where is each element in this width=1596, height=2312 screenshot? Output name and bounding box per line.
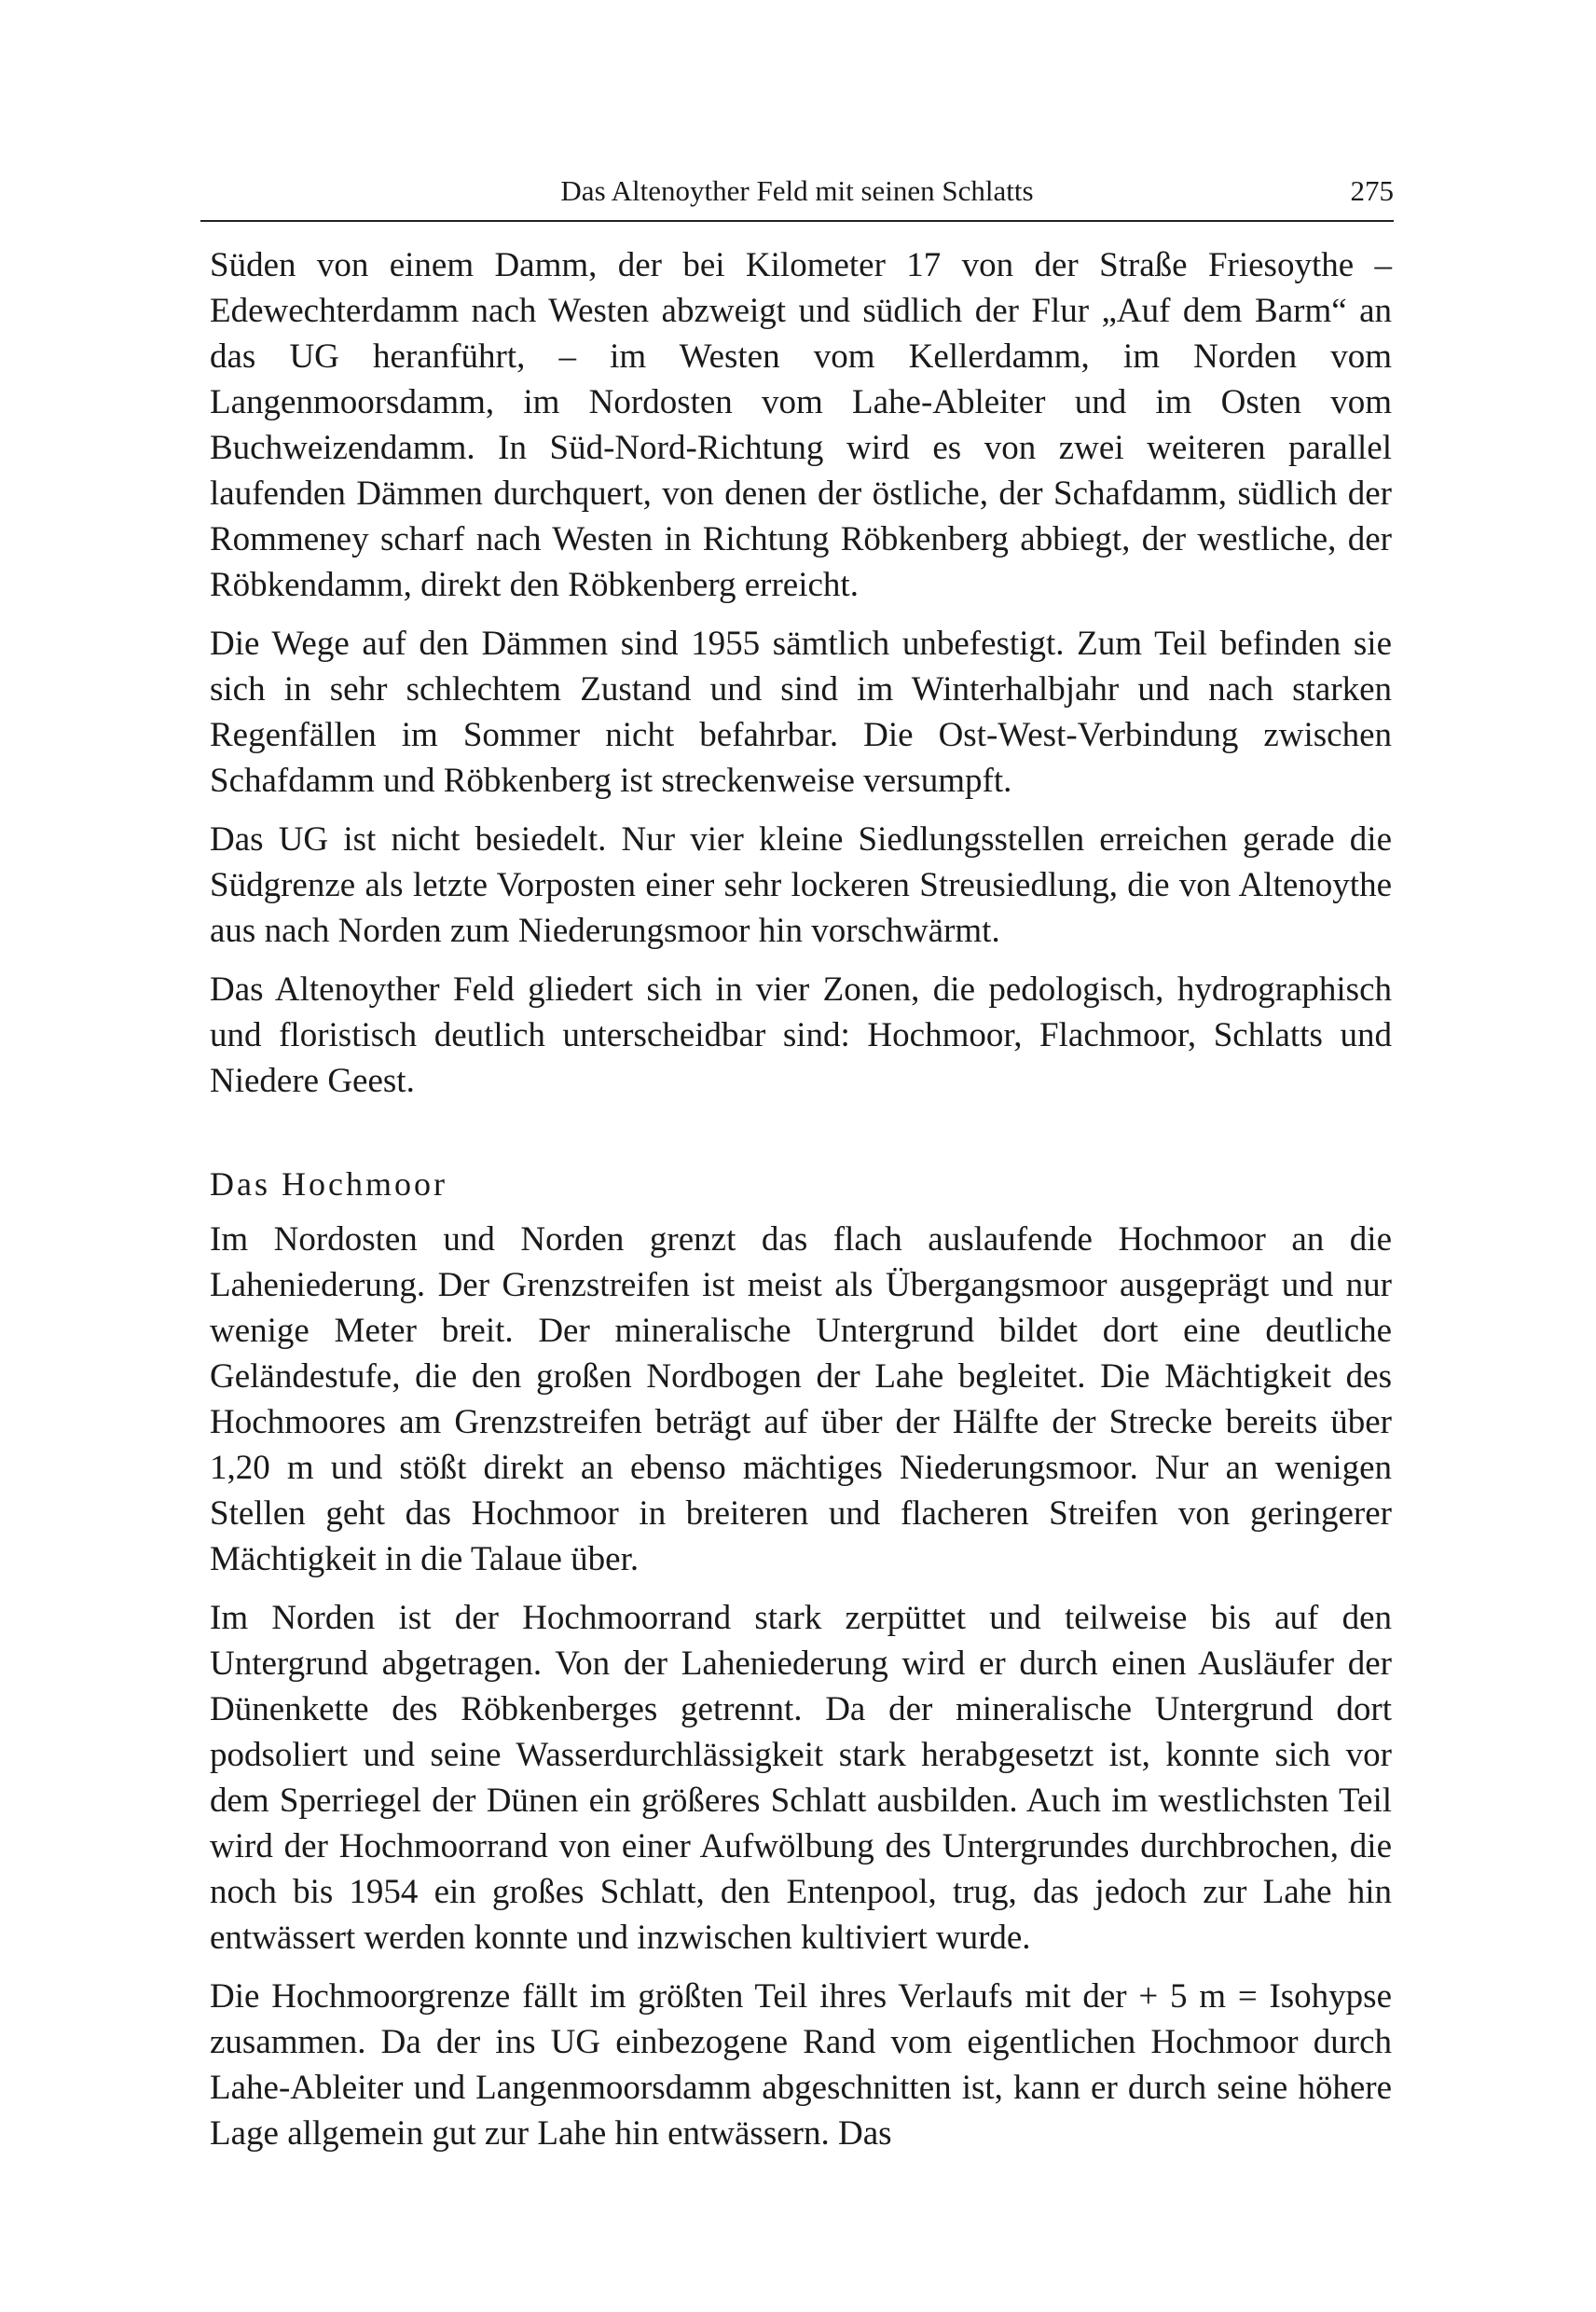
paragraph: Im Norden ist der Hochmoorrand stark zerpüttet und teilweise bis auf den Untergrund abgetragen. Von der Laheniederung wird er durch einen Ausläufer der Dünenkette des Röbkenberges getrennt. Da der mineralische Untergrund dort podsoliert und seine Wasserdurchlässigkeit stark herabgesetzt ist, konnte sich vor dem Sperriegel der Dünen ein größeres Schlatt ausbilden. Auch im westlichsten Teil wird der Hochmoorrand von einer Aufwölbung des Untergrundes durchbrochen, die noch bis 1954 ein großes Schlatt, den Entenpool, trug, das jedoch zur Lahe hin entwässert werden konnte und inzwischen kultiviert wurde. [210,1599,1392,1957]
section-heading: Das Hochmoor [210,1165,447,1203]
paragraph: Das Altenoyther Feld gliedert sich in vier Zonen, die pedologisch, hydrographisch und floristisch deutlich unterscheidbar sind: Hochmoor, Flachmoor, Schlatts und Niedere Geest. [210,970,1392,1100]
paragraph: Die Wege auf den Dämmen sind 1955 sämtlich unbefestigt. Zum Teil befinden sie sich in sehr schlechtem Zustand und sind im Winterhalbjahr und nach starken Regenfällen im Sommer nicht befahrbar. Die Ost-West-Verbindung zwischen Schafdamm und Röbkenberg ist streckenweise versumpft. [210,625,1392,800]
header-divider [200,220,1394,222]
paragraph: Das UG ist nicht besiedelt. Nur vier kleine Siedlungsstellen erreichen gerade die Südgrenze als letzte Vorposten einer sehr lockeren Streusiedlung, die von Altenoythe aus nach Norden zum Niederungsmoor hin vorschwärmt. [210,820,1392,950]
page-body [210,242,1392,2169]
paragraph: Die Hochmoorgrenze fällt im größten Teil ihres Verlaufs mit der + 5 m = Isohypse zusammen. Da der ins UG einbezogene Rand vom eigentlichen Hochmoor durch Lahe-Ableiter und Langenmoorsdamm abgeschnitten ist, kann er durch seine höhere Lage allgemein gut zur Lahe hin entwässern. Das [210,1977,1392,2153]
running-header [200,171,1394,217]
paragraph: Süden von einem Damm, der bei Kilometer 17 von der Straße Friesoythe – Edewechterdamm nach Westen abzweigt und südlich der Flur „Auf dem Barm“ an das UG heranführt, – im Westen vom Kellerdamm, im Norden vom Langenmoorsdamm, im Nordosten vom Lahe-Ableiter und im Osten vom Buchweizendamm. In Süd-Nord-Richtung wird es von zwei weiteren parallel laufenden Dämmen durchquert, von denen der östliche, der Schafdamm, südlich der Rommeney scharf nach Westen in Richtung Röbkenberg abbiegt, der westliche, der Röbkendamm, direkt den Röbkenberg erreicht. [210,246,1392,604]
paragraph: Im Nordosten und Norden grenzt das flach auslaufende Hochmoor an die Laheniederung. Der Grenzstreifen ist meist als Übergangsmoor ausgeprägt und nur wenige Meter breit. Der mineralische Untergrund bildet dort eine deutliche Geländestufe, die den großen Nordbogen der Lahe begleitet. Die Mächtigkeit des Hochmoores am Grenzstreifen beträgt auf über der Hälfte der Strecke bereits über 1,20 m und stößt direkt an ebenso mächtiges Niederungsmoor. Nur an wenigen Stellen geht das Hochmoor in breiteren und flacheren Streifen von geringerer Mächtigkeit in die Talaue über. [210,1220,1392,1578]
page-number: 275 [1350,174,1394,207]
running-title: Das Altenoyther Feld mit seinen Schlatts [560,174,1034,207]
